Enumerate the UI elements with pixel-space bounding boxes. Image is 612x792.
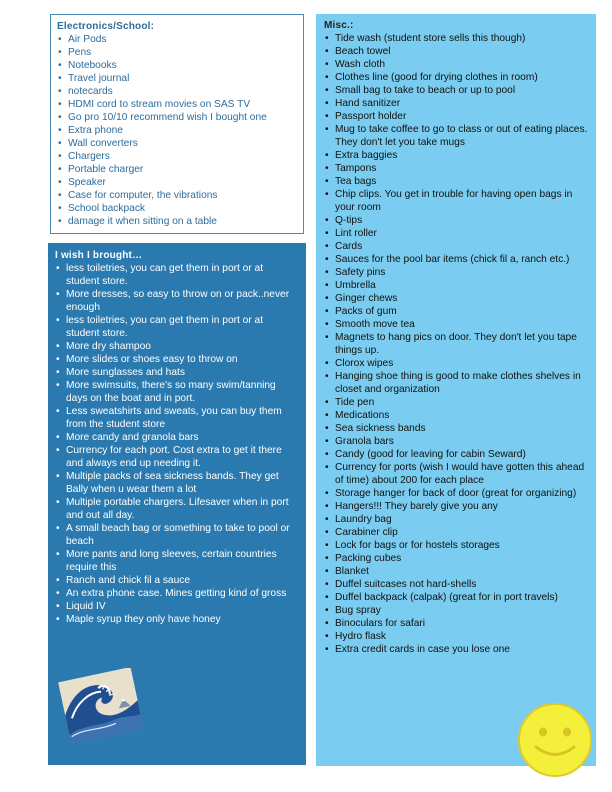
list-item: • Go pro 10/10 recommend wish I bought one <box>57 111 297 124</box>
list-item: • Chip clips. You get in trouble for having open bags in your room <box>324 188 588 214</box>
list-item: • More sunglasses and hats <box>55 366 298 379</box>
list-item: • A small beach bag or something to take to pool or beach <box>55 522 298 548</box>
list-item: • Storage hanger for back of door (great for organizing) <box>324 487 588 500</box>
list-item: • Packs of gum <box>324 305 588 318</box>
list-item: • Extra baggies <box>324 149 588 162</box>
list-item: • Wall converters <box>57 137 297 150</box>
list-item: • Clothes line (good for drying clothes in room) <box>324 71 588 84</box>
list-item: • Umbrella <box>324 279 588 292</box>
list-item: • less toiletries, you can get them in port or at student store. <box>55 314 298 340</box>
list-item: • Tea bags <box>324 175 588 188</box>
list-item: • notecards <box>57 85 297 98</box>
list-item: • Smooth move tea <box>324 318 588 331</box>
smiley-face-icon <box>514 700 596 780</box>
list-item: • An extra phone case. Mines getting kind of gross <box>55 587 298 600</box>
list-item: • Hand sanitizer <box>324 97 588 110</box>
list-item: • Bug spray <box>324 604 588 617</box>
list-item: • More candy and granola bars <box>55 431 298 444</box>
list-item: • Air Pods <box>57 33 297 46</box>
list-item: • Wash cloth <box>324 58 588 71</box>
list-item: • Duffel backpack (calpak) (great for in port travels) <box>324 591 588 604</box>
list-item: • Currency for ports (wish I would have gotten this ahead of time) about 200 for each place <box>324 461 588 487</box>
list-item: • Currency for each port. Cost extra to get it there and always end up needing it. <box>55 444 298 470</box>
list-item: • Cards <box>324 240 588 253</box>
list-item: • Clorox wipes <box>324 357 588 370</box>
list-item: • Travel journal <box>57 72 297 85</box>
list-item: • Multiple portable chargers. Lifesaver when in port and out all day. <box>55 496 298 522</box>
great-wave-icon <box>56 668 146 744</box>
list-item: • HDMI cord to stream movies on SAS TV <box>57 98 297 111</box>
list-item: • Carabiner clip <box>324 526 588 539</box>
list-item: • Tide pen <box>324 396 588 409</box>
list-item: • Ranch and chick fil a sauce <box>55 574 298 587</box>
list-item: • Pens <box>57 46 297 59</box>
list-item: • Hydro flask <box>324 630 588 643</box>
list-item: • Safety pins <box>324 266 588 279</box>
list-item: • Less sweatshirts and sweats, you can buy them from the student store <box>55 405 298 431</box>
list-item: • damage it when sitting on a table <box>57 215 297 228</box>
list-item: • Duffel suitcases not hard-shells <box>324 578 588 591</box>
list-item: • Small bag to take to beach or up to pool <box>324 84 588 97</box>
list-item: • Beach towel <box>324 45 588 58</box>
list-item: • Extra phone <box>57 124 297 137</box>
misc-section <box>316 14 596 766</box>
list-item: • less toiletries, you can get them in port or at student store. <box>55 262 298 288</box>
list-item: • More dresses, so easy to throw on or pack..never enough <box>55 288 298 314</box>
list-item: • Multiple packs of sea sickness bands. They get Bally when u wear them a lot <box>55 470 298 496</box>
list-item: • More slides or shoes easy to throw on <box>55 353 298 366</box>
list-item: • More dry shampoo <box>55 340 298 353</box>
list-item: • Granola bars <box>324 435 588 448</box>
list-item: • Portable charger <box>57 163 297 176</box>
list-item: • Passport holder <box>324 110 588 123</box>
electronics-list <box>57 33 297 228</box>
list-item: • Hanging shoe thing is good to make clothes shelves in closet and organization <box>324 370 588 396</box>
list-item: • Tide wash (student store sells this though) <box>324 32 588 45</box>
list-item: • Notebooks <box>57 59 297 72</box>
list-item: • More pants and long sleeves, certain countries require this <box>55 548 298 574</box>
list-item: • Blanket <box>324 565 588 578</box>
list-item: • Case for computer, the vibrations <box>57 189 297 202</box>
list-item: • More swimsuits, there's so many swim/tanning days on the boat and in port. <box>55 379 298 405</box>
misc-section-title: Misc.: <box>324 20 354 31</box>
list-item: • Extra credit cards in case you lose one <box>324 643 588 656</box>
list-item: • Liquid IV <box>55 600 298 613</box>
list-item: • Q-tips <box>324 214 588 227</box>
list-item: • Magnets to hang pics on door. They don't let you tape things up. <box>324 331 588 357</box>
list-item: • Maple syrup they only have honey <box>55 613 298 626</box>
list-item: • Lock for bags or for hostels storages <box>324 539 588 552</box>
list-item: • Binoculars for safari <box>324 617 588 630</box>
list-item: • Candy (good for leaving for cabin Seward) <box>324 448 588 461</box>
list-item: • Tampons <box>324 162 588 175</box>
list-item: • Chargers <box>57 150 297 163</box>
list-item: • Laundry bag <box>324 513 588 526</box>
list-item: • Sea sickness bands <box>324 422 588 435</box>
wish-section-title: I wish I brought… <box>55 250 143 261</box>
electronics-school-section <box>50 14 304 234</box>
wish-list <box>55 262 298 626</box>
list-item: • Lint roller <box>324 227 588 240</box>
list-item: • Packing cubes <box>324 552 588 565</box>
list-item: • Ginger chews <box>324 292 588 305</box>
misc-list <box>324 32 588 656</box>
list-item: • Speaker <box>57 176 297 189</box>
list-item: • School backpack <box>57 202 297 215</box>
list-item: • Hangers!!! They barely give you any <box>324 500 588 513</box>
list-item: • Sauces for the pool bar items (chick fil a, ranch etc.) <box>324 253 588 266</box>
electronics-section-title: Electronics/School: <box>57 21 155 32</box>
list-item: • Medications <box>324 409 588 422</box>
list-item: • Mug to take coffee to go to class or out of eating places. They don't let you take mugs <box>324 123 588 149</box>
